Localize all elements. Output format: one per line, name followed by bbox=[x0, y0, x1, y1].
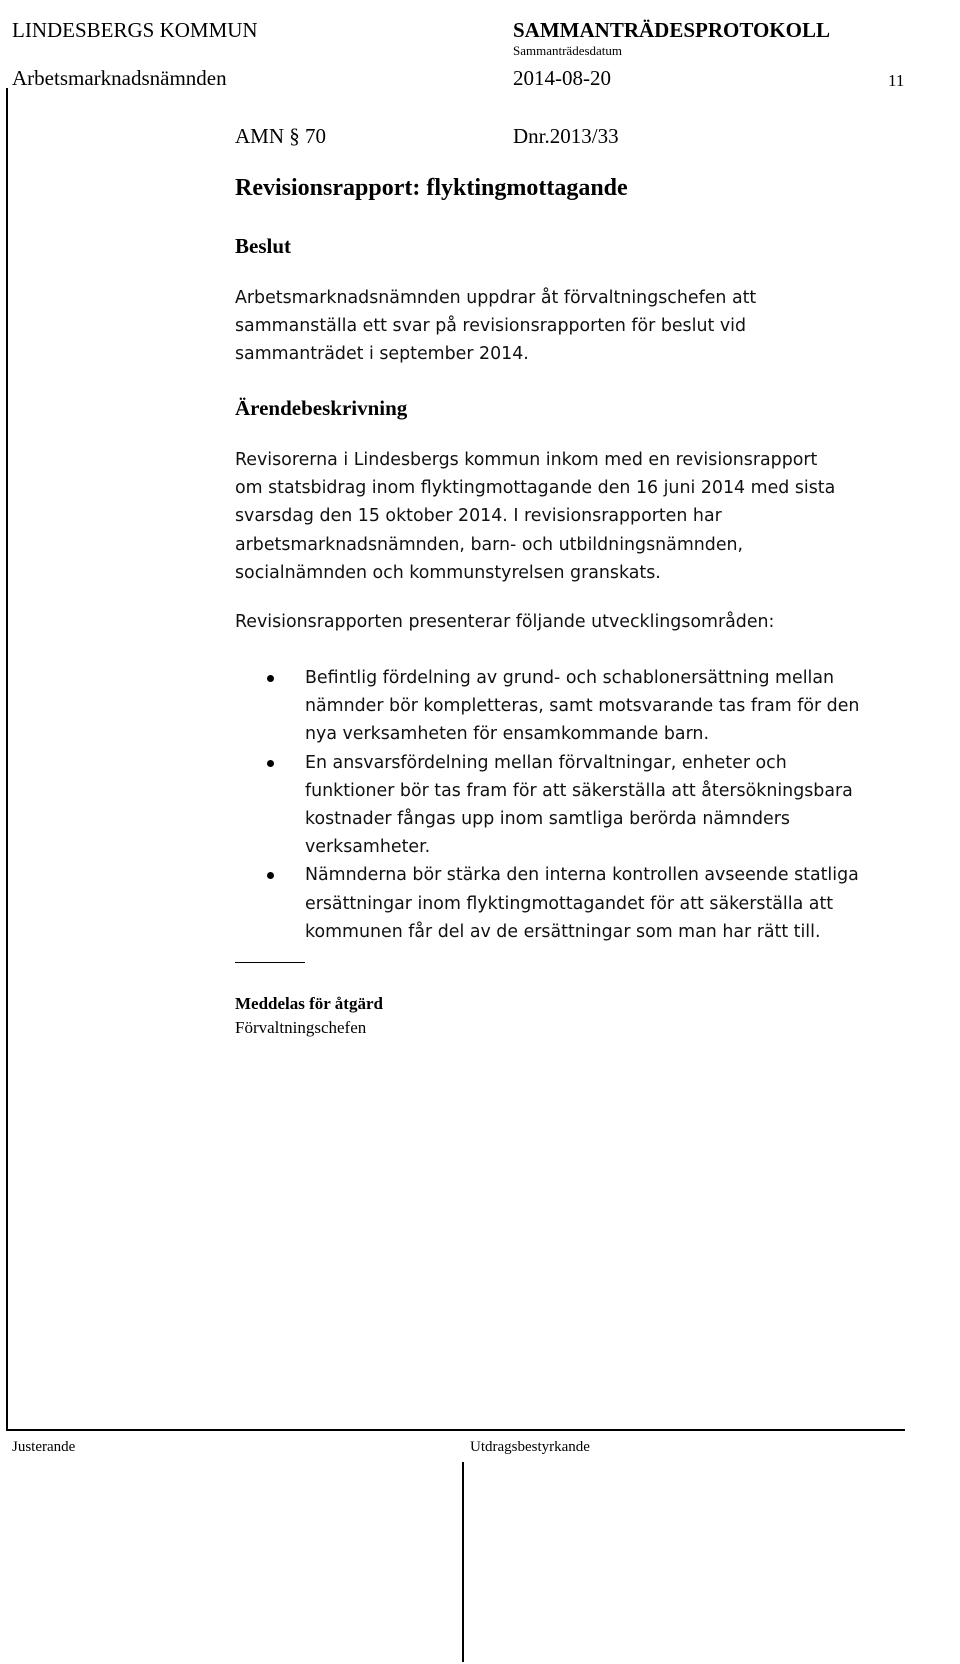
description-line: svarsdag den 15 oktober 2014. I revisionsrapporten har bbox=[235, 506, 722, 527]
municipality-name: LINDESBERGS KOMMUN bbox=[12, 18, 258, 42]
description-line: socialnämnden och kommunstyrelsen granskats. bbox=[235, 562, 661, 583]
decision-line: Arbetsmarknadsnämnden uppdrar åt förvaltningschefen att bbox=[235, 288, 757, 308]
list-item-line: funktioner bör tas fram för att säkerställa att återsökningsbara bbox=[305, 780, 853, 801]
footer-signature-divider bbox=[462, 1462, 464, 1662]
list-item bbox=[235, 861, 859, 946]
list-item-line: verksamheter. bbox=[305, 837, 431, 858]
bullet-icon bbox=[267, 675, 274, 682]
list-item-line: kostnader fångas upp inom samtliga berörda nämnders bbox=[305, 809, 790, 830]
footer-rule bbox=[6, 1429, 905, 1431]
list-item bbox=[235, 749, 859, 862]
bullet-icon bbox=[267, 760, 274, 767]
description-line: arbetsmarknadsnämnden, barn- och utbildningsnämnden, bbox=[235, 534, 744, 555]
footer-justerande-label: Justerande bbox=[12, 1439, 76, 1455]
list-item-line: kommunen får del av de ersättningar som man har rätt till. bbox=[305, 921, 821, 942]
list-item-line: Befintlig fördelning av grund- och schablonersättning mellan bbox=[305, 668, 835, 688]
bullet-icon bbox=[267, 872, 274, 879]
decision-line: sammanställa ett svar på revisionsrapporten för beslut vid bbox=[235, 316, 746, 337]
page-title: Revisionsrapport: flyktingmottagande bbox=[235, 175, 628, 201]
reference-number: Dnr.2013/33 bbox=[513, 124, 619, 148]
description-line: om statsbidrag inom flyktingmottagande den 16 juni 2014 med sista bbox=[235, 478, 836, 499]
development-areas-intro: Revisionsrapporten presenterar följande utvecklingsområden: bbox=[235, 612, 775, 632]
date-label: Sammanträdesdatum bbox=[513, 43, 623, 58]
footer-utdrag-label: Utdragsbestyrkande bbox=[470, 1439, 590, 1455]
list-item-line: En ansvarsfördelning mellan förvaltningar, enheter och bbox=[305, 752, 787, 773]
document-type: SAMMANTRÄDESPROTOKOLL bbox=[513, 18, 830, 42]
description-text bbox=[235, 446, 835, 587]
list-item-line: Nämnderna bör stärka den interna kontrollen avseende statliga bbox=[305, 865, 859, 886]
list-item bbox=[235, 664, 859, 749]
list-item-line: nämnder bör kompletteras, samt motsvarande tas fram för den bbox=[305, 696, 860, 717]
description-heading: Ärendebeskrivning bbox=[235, 396, 408, 420]
description-line: Revisorerna i Lindesbergs kommun inkom med en revisionsrapport bbox=[235, 450, 818, 470]
board-name: Arbetsmarknadsnämnden bbox=[12, 66, 227, 90]
left-margin-rule bbox=[6, 88, 8, 1430]
list-item-line: nya verksamheten för ensamkommande barn. bbox=[305, 724, 709, 745]
notify-recipient: Förvaltningschefen bbox=[235, 1018, 367, 1037]
page-number: 11 bbox=[888, 71, 905, 90]
separator-line bbox=[235, 962, 305, 963]
section-number: AMN § 70 bbox=[235, 124, 327, 148]
meeting-date: 2014-08-20 bbox=[513, 66, 611, 90]
decision-line: sammanträdet i september 2014. bbox=[235, 344, 529, 365]
notify-heading: Meddelas för åtgärd bbox=[235, 994, 383, 1013]
decision-heading: Beslut bbox=[235, 234, 292, 258]
list-item-line: ersättningar inom flyktingmottagandet för att säkerställa att bbox=[305, 893, 834, 914]
decision-text bbox=[235, 284, 756, 369]
development-areas-list bbox=[235, 664, 859, 946]
